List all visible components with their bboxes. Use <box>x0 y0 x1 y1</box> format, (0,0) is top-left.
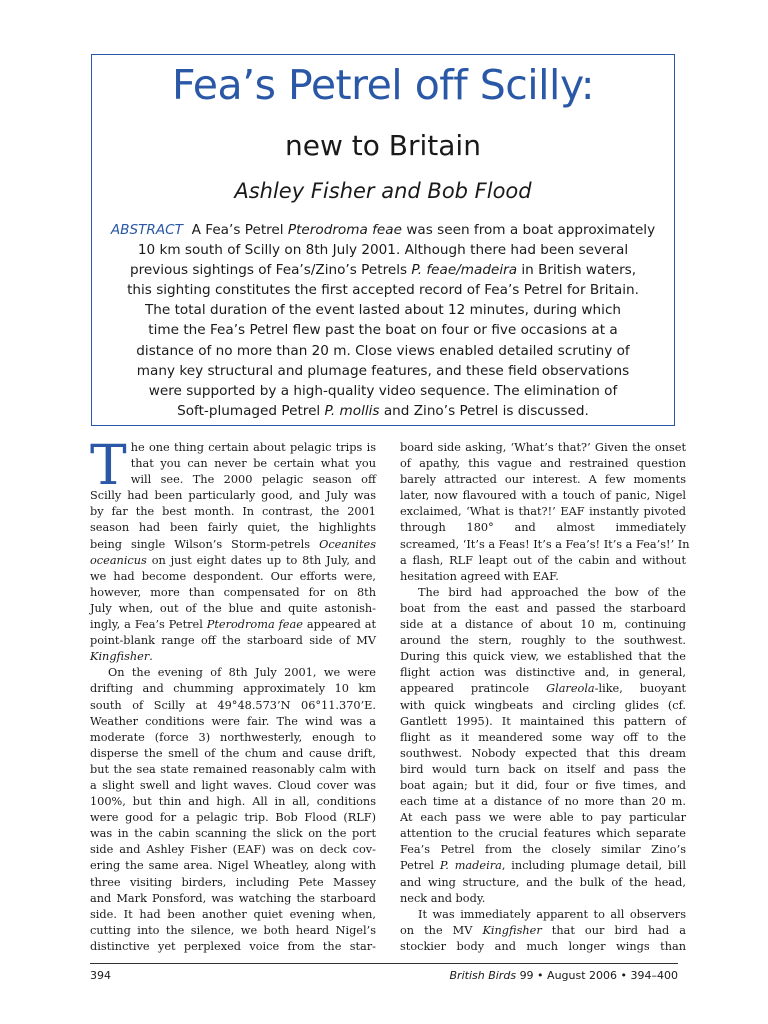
body-line: each time at a distance of no more than 20 m. <box>400 795 686 809</box>
body-line: attention to the crucial features which separate <box>400 827 686 841</box>
abstract-line: this sighting constitutes the first accepted record of Fea’s Petrel for Britain. <box>127 282 639 299</box>
body-line: side at a distance of about 10 m, continuing <box>400 618 686 632</box>
vessel-name: Kingfisher <box>482 923 542 937</box>
body-line: side and Ashley Fisher (EAF) was on deck cov- <box>90 843 376 857</box>
body-line: Scilly had been particularly good, and July was <box>90 489 376 503</box>
body-line: barely attracted our interest. A few moments <box>400 473 686 487</box>
abstract-text: was seen from a boat approximately <box>406 222 656 238</box>
title-box <box>91 54 675 426</box>
species-name: oceanicus <box>90 553 147 567</box>
species-name: Oceanites <box>319 537 377 551</box>
body-line: During this quick view, we established that the <box>400 650 686 664</box>
body-line: he one thing certain about pelagic trips is <box>130 441 376 454</box>
body-line: however, more than compensated for on 8th <box>90 585 376 599</box>
body-line <box>90 537 376 553</box>
body-line: by far the best month. In contrast, the 2001 <box>90 505 376 519</box>
body-text: on the MV <box>400 923 473 937</box>
body-line: flight action was distinctive and, in general, <box>400 666 686 680</box>
body-line: stockier body and much longer wings than <box>400 939 686 953</box>
body-line: point-blank range off the starboard side of MV <box>90 634 376 648</box>
body-line <box>90 617 376 633</box>
body-line: that you can never be certain what you <box>130 457 376 471</box>
abstract-line: were supported by a high-quality video sequence. The elimination of <box>148 382 618 399</box>
body-line: of apathy, this vague and restrained question <box>400 457 686 471</box>
abstract-text: and Zino’s Petrel is discussed. <box>383 402 589 419</box>
abstract-line: The total duration of the event lasted about 12 minutes, during which <box>144 302 622 319</box>
body-line: later, now flavoured with a touch of panic, Nigel <box>400 489 686 503</box>
body-line: bird would turn back on itself and pass the <box>400 762 686 776</box>
body-line: boat from the east and passed the starboard <box>400 601 686 615</box>
body-line: and Mark Ponsford, was watching the starboard <box>90 891 376 905</box>
abstract <box>102 220 664 421</box>
body-text: appeared pratincole <box>400 682 530 696</box>
body-line: side. It had been another quiet evening when, <box>90 907 376 921</box>
abstract-line <box>102 220 664 240</box>
body-line: we had become despondent. Our efforts were, <box>90 569 376 583</box>
abstract-text: previous sightings of Fea’s/Zino’s Petrels <box>129 262 408 279</box>
abstract-text: Soft-plumaged Petrel <box>177 402 321 419</box>
body-line: a slight swell and light waves. Cloud cover was <box>90 778 376 792</box>
body-line: through 180° and almost immediately <box>400 521 686 535</box>
body-column-right <box>400 440 690 955</box>
body-line <box>400 681 686 697</box>
body-line: Gantlett 1995). It maintained this pattern of <box>400 714 686 728</box>
body-text: ingly, a Fea’s Petrel <box>90 618 203 632</box>
body-line: It was immediately apparent to all observers <box>418 907 686 921</box>
body-line: hesitation agreed with EAF. <box>400 569 559 583</box>
drop-cap: T <box>90 433 127 497</box>
body-line: flight as it meandered some way off to the <box>400 730 686 744</box>
body-line: 100%, but thin and high. All in all, conditions <box>90 795 376 809</box>
body-line: board side asking, ‘What’s that?’ Given the onset <box>400 441 686 454</box>
article-subtitle: new to Britain <box>285 129 481 162</box>
body-line <box>400 858 686 874</box>
species-name: P. feae/madeira <box>411 262 518 279</box>
body-line: Weather conditions were fair. The wind was a <box>90 714 376 728</box>
article-authors: Ashley Fisher and Bob Flood <box>234 179 532 203</box>
body-line: On the evening of 8th July 2001, we were <box>108 666 376 680</box>
species-name: Pterodroma feae <box>206 618 303 632</box>
body-line: The bird had approached the bow of the <box>418 585 686 599</box>
vessel-name: Kingfisher <box>90 650 150 664</box>
body-line: cutting into the silence, we both heard Nigel’s <box>90 923 376 937</box>
body-line: season had been fairly quiet, the highlights <box>90 521 376 535</box>
body-line: ering the same area. Nigel Wheatley, along with <box>90 859 376 873</box>
abstract-text: in British waters, <box>521 262 637 279</box>
body-text: appeared at <box>306 618 377 632</box>
abstract-line: time the Fea’s Petrel flew past the boat on four or five occasions at a <box>148 322 618 339</box>
body-line: exclaimed, ‘What is that?!’ EAF instantly pivoted <box>400 505 686 519</box>
body-line: screamed, ‘It’s a Feas! It’s a Fea’s! It’s a Fea’s!’ In <box>400 537 690 551</box>
abstract-line <box>102 401 664 421</box>
body-line: south of Scilly at 49°48.573’N 06°11.370’E. <box>90 698 376 712</box>
abstract-line: distance of no more than 20 m. Close views enabled detailed scrutiny of <box>136 342 630 359</box>
species-name: P. mollis <box>324 402 380 419</box>
body-line: drifting and chumming approximately 10 km <box>90 682 376 696</box>
body-line <box>90 649 376 665</box>
body-text: that our bird had a <box>551 923 687 937</box>
body-text: -like, buoyant <box>594 682 687 696</box>
journal-name: British Birds <box>449 969 517 982</box>
body-line: but the sea state remained reasonably calm with <box>90 762 376 776</box>
body-text: Petrel <box>400 859 435 873</box>
body-line: with quick wingbeats and circling glides (cf. <box>400 698 686 712</box>
abstract-line: 10 km south of Scilly on 8th July 2001. Although there had been several <box>137 242 629 259</box>
page-number: 394 <box>90 969 111 982</box>
body-line <box>90 553 376 569</box>
body-text: being single Wilson’s Storm-petrels <box>90 537 311 551</box>
abstract-line: many key structural and plumage features, and these field observations <box>136 362 630 379</box>
abstract-line <box>102 260 664 280</box>
body-line: a flash, RLF leapt out of the cabin and without <box>400 553 686 567</box>
article-title: Fea’s Petrel off Scilly: <box>171 61 595 109</box>
citation-details: 99 • August 2006 • 394–400 <box>519 969 678 982</box>
footer-divider <box>90 963 678 964</box>
body-line: three visiting birders, including Pete Massey <box>90 875 376 889</box>
body-line <box>400 923 686 939</box>
body-text: , including plumage detail, bill <box>501 859 686 873</box>
body-line: disperse the smell of the chum and cause drift, <box>90 746 376 760</box>
genus-name: Glareola <box>546 682 595 696</box>
body-line: around the stern, roughly to the southwest. <box>400 634 686 648</box>
abstract-label: ABSTRACT <box>110 222 183 238</box>
body-line: July when, out of the blue and quite astonish- <box>90 601 376 615</box>
body-line: were good for a pelagic trip. Bob Flood (RLF) <box>90 811 376 825</box>
body-line: will see. The 2000 pelagic season off <box>130 473 376 487</box>
body-line: southwest. Nobody expected that this dream <box>400 746 686 760</box>
body-line: boat again; but it did, four or five times, and <box>400 778 686 792</box>
body-line: moderate (force 3) northwesterly, enough to <box>90 730 376 744</box>
body-text: . <box>149 650 153 664</box>
species-name: Pterodroma feae <box>287 222 402 238</box>
body-line: and wing structure, and the bulk of the head, <box>400 875 686 889</box>
body-line: neck and body. <box>400 891 486 905</box>
body-text: on just eight dates up to 8th July, and <box>151 553 376 567</box>
body-column-left <box>90 433 377 955</box>
body-line: At each pass we were able to pay particular <box>400 811 686 825</box>
body-line: distinctive yet perplexed voice from the star- <box>90 939 376 953</box>
species-name: P. madeira <box>439 859 502 873</box>
body-line: was in the cabin scanning the slick on the port <box>90 827 376 841</box>
abstract-text: A Fea’s Petrel <box>191 222 284 238</box>
journal-citation <box>450 969 678 982</box>
body-line: Fea’s Petrel from the closely similar Zino’s <box>400 843 686 857</box>
